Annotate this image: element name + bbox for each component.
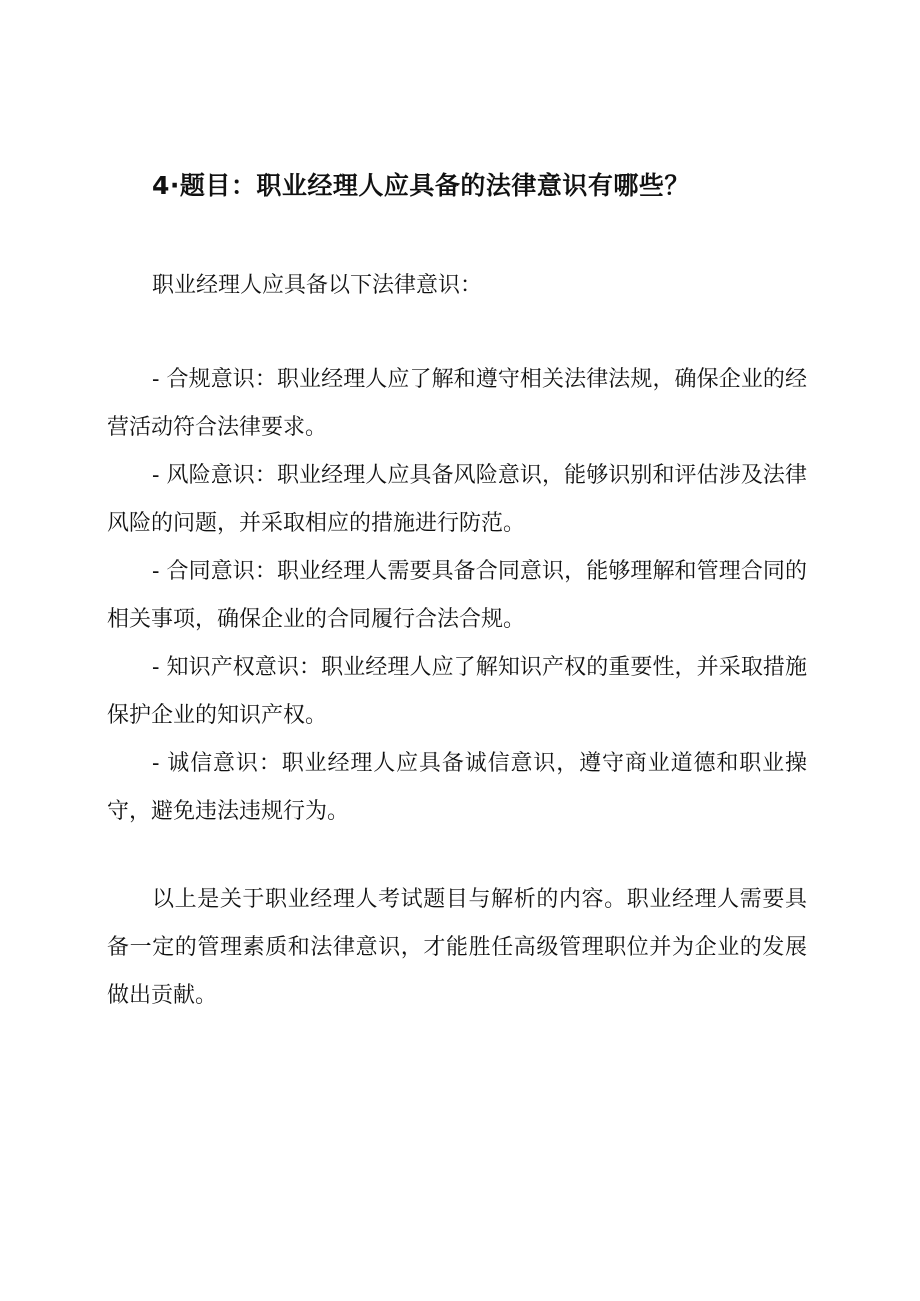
- list-item-compliance: - 合规意识：职业经理人应了解和遵守相关法律法规，确保企业的经营活动符合法律要求。: [107, 367, 807, 440]
- question-heading: 4·题目：职业经理人应具备的法律意识有哪些？: [152, 171, 690, 200]
- list-item-integrity: - 诚信意识：职业经理人应具备诚信意识，遵守商业道德和职业操守，避免违法违规行为。: [107, 751, 807, 824]
- conclusion-paragraph: 以上是关于职业经理人考试题目与解析的内容。职业经理人需要具备一定的管理素质和法律意识，才能胜任高级管理职位并为企业的发展做出贡献。: [107, 887, 807, 1008]
- list-item-ip: - 知识产权意识：职业经理人应了解知识产权的重要性，并采取措施保护企业的知识产权。: [107, 655, 807, 728]
- list-item-risk: - 风险意识：职业经理人应具备风险意识，能够识别和评估涉及法律风险的问题，并采取相应的措施进行防范。: [107, 463, 807, 536]
- awareness-list: [107, 356, 807, 836]
- intro-paragraph: 职业经理人应具备以下法律意识：: [152, 273, 483, 298]
- list-item-contract: - 合同意识：职业经理人需要具备合同意识，能够理解和管理合同的相关事项，确保企业的合同履行合法合规。: [107, 559, 807, 632]
